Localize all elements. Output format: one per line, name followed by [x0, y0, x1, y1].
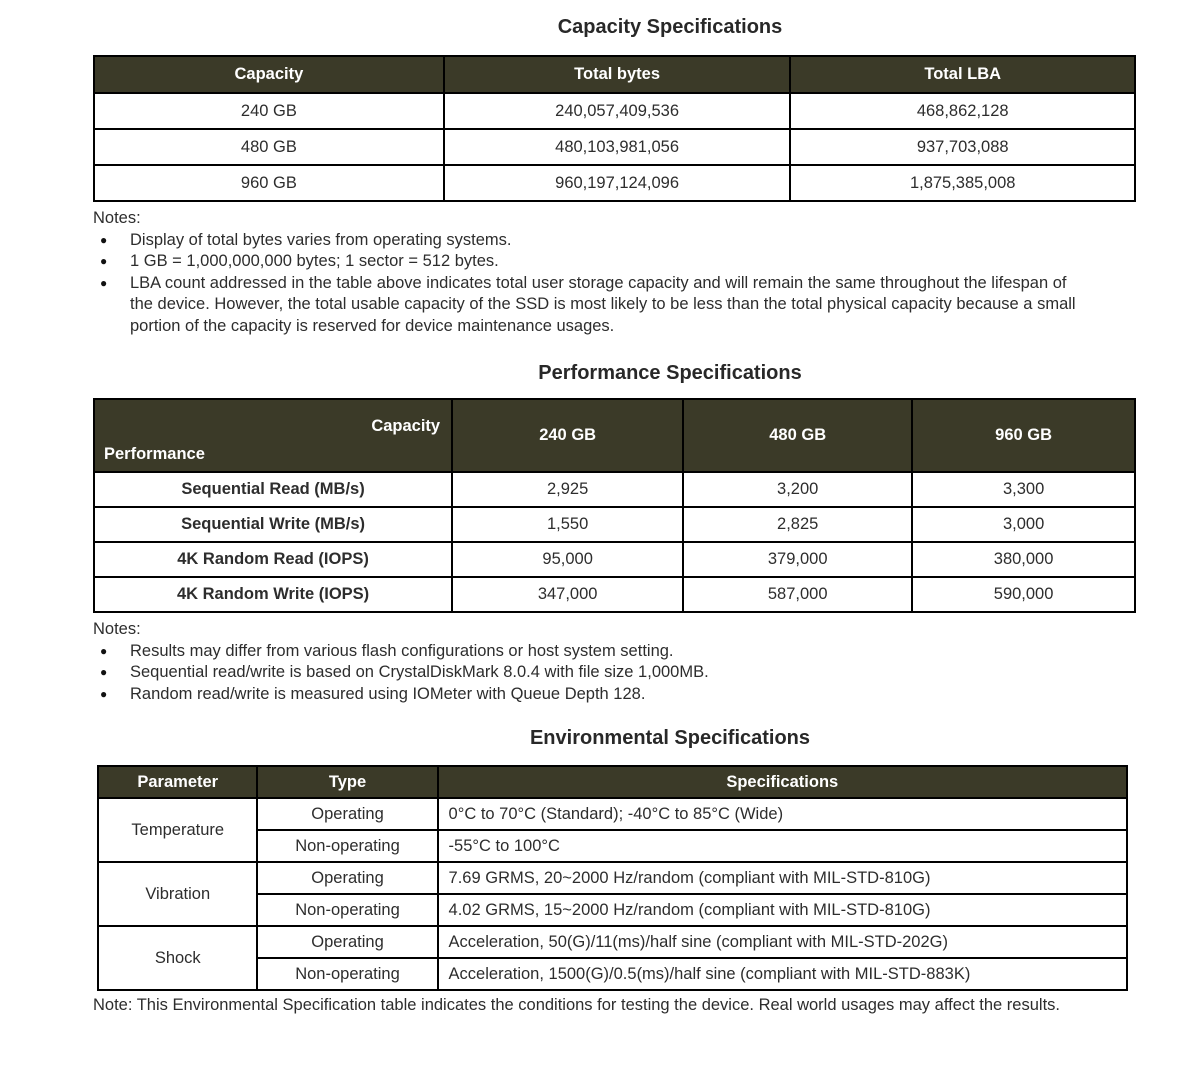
performance-value: 95,000: [452, 542, 683, 577]
performance-row-label: 4K Random Read (IOPS): [94, 542, 452, 577]
table-row: [94, 577, 1135, 612]
performance-header-480gb: 480 GB: [683, 399, 912, 472]
notes-label: Notes:: [93, 620, 141, 638]
performance-notes: [93, 619, 1143, 705]
total-lba-cell: 468,862,128: [790, 93, 1135, 129]
table-row: [98, 862, 1127, 894]
performance-row-label: Sequential Write (MB/s): [94, 507, 452, 542]
note-item: [93, 662, 1143, 684]
capacity-notes: [93, 208, 1143, 337]
env-parameter-vibration: Vibration: [98, 862, 257, 926]
table-row: [94, 542, 1135, 577]
environmental-header-row: [98, 766, 1127, 798]
performance-row-label: Sequential Read (MB/s): [94, 472, 452, 507]
environmental-section-title: Environmental Specifications: [529, 727, 811, 749]
total-bytes-cell: 960,197,124,096: [444, 165, 791, 201]
env-type-cell: Non-operating: [257, 958, 437, 990]
note-text: Display of total bytes varies from operating systems.: [130, 230, 512, 249]
note-text: 1 GB = 1,000,000,000 bytes; 1 sector = 512 bytes.: [130, 252, 499, 270]
env-type-cell: Non-operating: [257, 830, 437, 862]
env-type-cell: Operating: [257, 926, 437, 958]
capacity-cell: 480 GB: [94, 129, 444, 165]
performance-value: 3,200: [683, 472, 912, 507]
performance-value: 347,000: [452, 577, 683, 612]
performance-section-title: Performance Specifications: [538, 362, 802, 384]
env-header-parameter: Parameter: [98, 766, 257, 798]
env-parameter-temperature: Temperature: [98, 798, 257, 862]
table-row: [94, 129, 1135, 165]
note-text: LBA count addressed in the table above indicates total user storage capacity and will remain the same throughout the lifespan of the device. However, the total usable capacity of the SSD is most likely to be less than the total physical capacity because a small portion of the capacity is reserved for device maintenance usages.: [130, 273, 1076, 335]
table-row: [98, 798, 1127, 830]
performance-value: 380,000: [912, 542, 1135, 577]
table-row: [98, 926, 1127, 958]
total-bytes-cell: 480,103,981,056: [444, 129, 791, 165]
env-header-type: Type: [257, 766, 437, 798]
env-spec-cell: 7.69 GRMS, 20~2000 Hz/random (compliant with MIL-STD-810G): [438, 862, 1127, 894]
bullet-icon: ●: [100, 686, 108, 701]
table-row: [94, 165, 1135, 201]
env-spec-cell: -55°C to 100°C: [438, 830, 1127, 862]
capacity-header-total-lba: Total LBA: [790, 56, 1135, 93]
capacity-table: [93, 55, 1136, 202]
diagonal-label-capacity: Capacity: [371, 417, 441, 435]
performance-value: 2,925: [452, 472, 683, 507]
capacity-header-total-bytes: Total bytes: [444, 56, 791, 93]
env-type-cell: Operating: [257, 862, 437, 894]
note-text: Random read/write is measured using IOMeter with Queue Depth 128.: [130, 684, 646, 703]
note-item: [93, 230, 1143, 252]
performance-value: 587,000: [683, 577, 912, 612]
env-spec-cell: 0°C to 70°C (Standard); -40°C to 85°C (Wide): [438, 798, 1127, 830]
env-type-cell: Non-operating: [257, 894, 437, 926]
capacity-section-title: Capacity Specifications: [557, 16, 783, 38]
env-spec-cell: Acceleration, 50(G)/11(ms)/half sine (compliant with MIL-STD-202G): [438, 926, 1127, 958]
note-text: Results may differ from various flash configurations or host system setting.: [130, 641, 674, 660]
environmental-footnote: Note: This Environmental Specification table indicates the conditions for testing the device. Real world usages may affect the results.: [93, 996, 1060, 1014]
performance-header-960gb: 960 GB: [912, 399, 1135, 472]
env-type-cell: Operating: [257, 798, 437, 830]
capacity-header-capacity: Capacity: [94, 56, 444, 93]
environmental-table: [97, 765, 1128, 991]
performance-value: 3,300: [912, 472, 1135, 507]
table-row: [94, 472, 1135, 507]
bullet-icon: ●: [100, 254, 108, 268]
performance-header-row: [94, 399, 1135, 472]
capacity-cell: 240 GB: [94, 93, 444, 129]
note-text: Sequential read/write is based on CrystalDiskMark 8.0.4 with file size 1,000MB.: [130, 663, 709, 681]
performance-diagonal-header-cell: [94, 399, 452, 472]
note-item: [93, 273, 1143, 338]
note-item: [93, 641, 1143, 663]
table-row: [94, 507, 1135, 542]
env-spec-cell: 4.02 GRMS, 15~2000 Hz/random (compliant with MIL-STD-810G): [438, 894, 1127, 926]
env-spec-cell: Acceleration, 1500(G)/0.5(ms)/half sine (compliant with MIL-STD-883K): [438, 958, 1127, 990]
bullet-icon: ●: [100, 232, 108, 247]
performance-row-label: 4K Random Write (IOPS): [94, 577, 452, 612]
capacity-cell: 960 GB: [94, 165, 444, 201]
total-lba-cell: 1,875,385,008: [790, 165, 1135, 201]
env-header-specifications: Specifications: [438, 766, 1127, 798]
performance-header-240gb: 240 GB: [452, 399, 683, 472]
bullet-icon: ●: [100, 275, 108, 290]
diagonal-label-performance: Performance: [104, 445, 205, 463]
bullet-icon: ●: [100, 643, 108, 658]
capacity-header-row: [94, 56, 1135, 93]
table-row: [94, 93, 1135, 129]
performance-value: 590,000: [912, 577, 1135, 612]
total-lba-cell: 937,703,088: [790, 129, 1135, 165]
env-parameter-shock: Shock: [98, 926, 257, 990]
performance-value: 1,550: [452, 507, 683, 542]
performance-value: 2,825: [683, 507, 912, 542]
performance-value: 3,000: [912, 507, 1135, 542]
performance-table: [93, 398, 1136, 613]
performance-value: 379,000: [683, 542, 912, 577]
bullet-icon: ●: [100, 665, 108, 679]
notes-label: Notes:: [93, 209, 141, 227]
note-item: [93, 684, 1143, 706]
note-item: [93, 251, 1143, 273]
total-bytes-cell: 240,057,409,536: [444, 93, 791, 129]
